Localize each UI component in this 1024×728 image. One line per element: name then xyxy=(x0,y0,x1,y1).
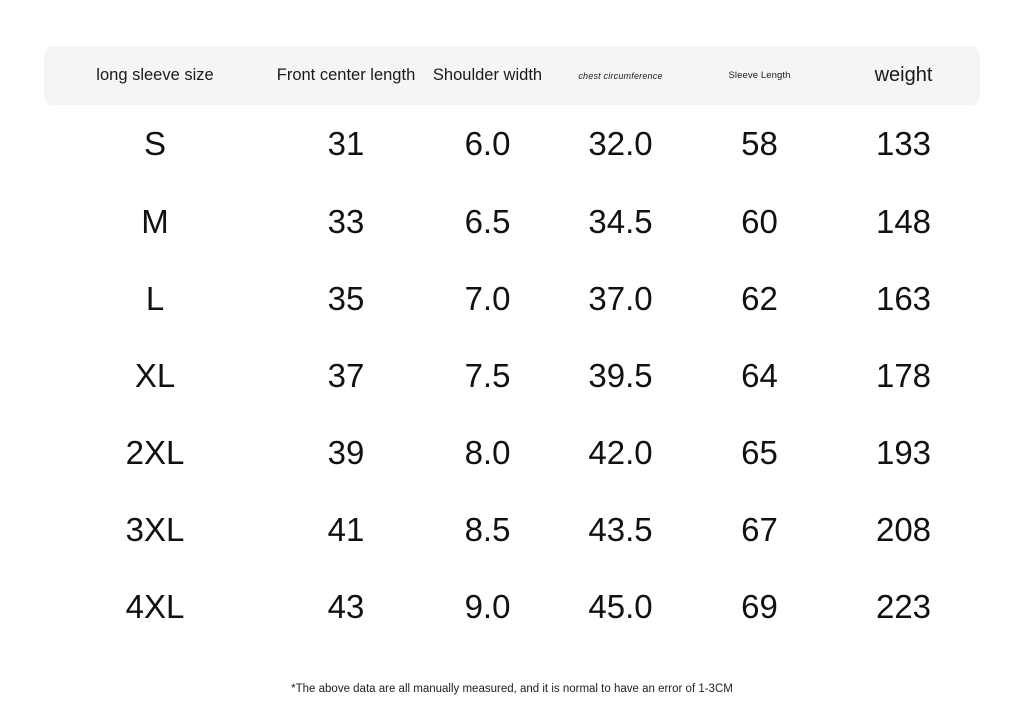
cell-size: XL xyxy=(134,356,176,394)
cell-front-center-length: 35 xyxy=(327,279,365,317)
cell-weight: 148 xyxy=(875,202,932,240)
cell-chest-circumference: 43.5 xyxy=(588,510,653,548)
cell-front-center-length: 37 xyxy=(327,356,365,394)
cell-shoulder-width: 7.5 xyxy=(464,356,511,394)
measurement-disclaimer: *The above data are all manually measured, and it is normal to have an error of 1-3CM xyxy=(291,683,733,695)
cell-front-center-length: 31 xyxy=(327,125,365,162)
cell-chest-circumference: 42.0 xyxy=(588,433,653,471)
cell-shoulder-width: 8.5 xyxy=(464,510,511,548)
cell-size: 4XL xyxy=(125,587,185,625)
column-header-shoulder-width: Shoulder width xyxy=(426,46,549,105)
cell-sleeve-length: 65 xyxy=(741,433,778,471)
column-header-chest-circumference: chest circumference xyxy=(549,46,692,105)
table-row xyxy=(44,491,980,568)
cell-chest-circumference: 37.0 xyxy=(588,279,653,317)
cell-weight: 133 xyxy=(875,125,932,162)
cell-weight: 223 xyxy=(875,587,932,625)
cell-weight: 208 xyxy=(875,510,932,548)
cell-shoulder-width: 8.0 xyxy=(464,433,511,471)
cell-front-center-length: 41 xyxy=(327,510,365,548)
table-row xyxy=(44,105,980,183)
cell-weight: 178 xyxy=(875,356,932,394)
cell-sleeve-length: 67 xyxy=(741,510,778,548)
cell-shoulder-width: 6.0 xyxy=(464,125,511,162)
cell-weight: 163 xyxy=(875,279,932,317)
cell-sleeve-length: 60 xyxy=(741,202,778,240)
cell-sleeve-length: 64 xyxy=(741,356,778,394)
cell-size: S xyxy=(143,125,166,162)
table-row xyxy=(44,414,980,491)
cell-front-center-length: 33 xyxy=(327,202,365,240)
table-header-row xyxy=(44,46,980,105)
cell-chest-circumference: 32.0 xyxy=(588,125,653,162)
cell-shoulder-width: 6.5 xyxy=(464,202,511,240)
table-row xyxy=(44,260,980,337)
table-row xyxy=(44,337,980,414)
cell-sleeve-length: 62 xyxy=(741,279,778,317)
cell-sleeve-length: 58 xyxy=(741,125,778,162)
cell-weight: 193 xyxy=(875,433,932,471)
table-row xyxy=(44,568,980,645)
table-header xyxy=(44,46,980,105)
cell-sleeve-length: 69 xyxy=(741,587,778,625)
size-table xyxy=(44,46,980,645)
cell-size: L xyxy=(145,279,165,317)
cell-shoulder-width: 9.0 xyxy=(464,587,511,625)
column-header-sleeve-length: Sleeve Length xyxy=(692,46,827,105)
cell-chest-circumference: 45.0 xyxy=(588,587,653,625)
cell-shoulder-width: 7.0 xyxy=(464,279,511,317)
table-body xyxy=(44,105,980,645)
cell-size: 3XL xyxy=(125,510,185,548)
column-header-weight: weight xyxy=(827,46,980,105)
column-header-front-center-length: Front center length xyxy=(266,46,426,105)
cell-size: M xyxy=(141,202,169,240)
cell-size: 2XL xyxy=(125,433,185,471)
cell-chest-circumference: 34.5 xyxy=(588,202,653,240)
cell-chest-circumference: 39.5 xyxy=(588,356,653,394)
cell-front-center-length: 39 xyxy=(327,433,365,471)
column-header-size: long sleeve size xyxy=(44,46,266,105)
table-row xyxy=(44,183,980,260)
cell-front-center-length: 43 xyxy=(327,587,365,625)
size-table-container xyxy=(44,46,980,645)
